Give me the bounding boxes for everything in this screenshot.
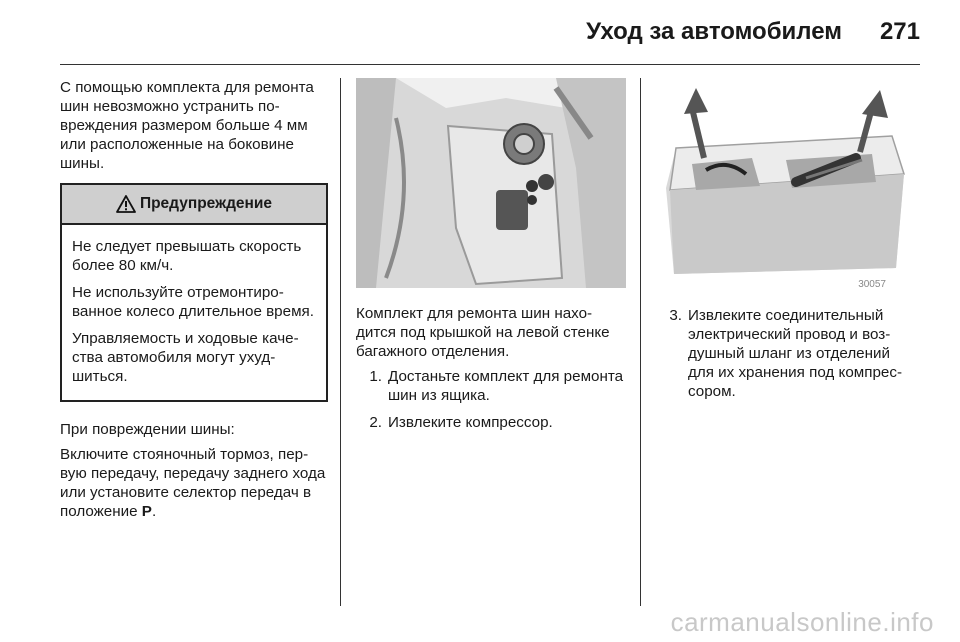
page-number: 271 bbox=[879, 18, 920, 45]
step-text: Достаньте комплект для ремонта шин из ящика. bbox=[388, 368, 624, 404]
kit-location-caption: Комплект для ремонта шин находится под крышкой на левой стенке багажного отделения. bbox=[356, 305, 610, 360]
step-number: 3. bbox=[669, 307, 682, 324]
step-item bbox=[356, 367, 626, 405]
page-header bbox=[60, 0, 920, 65]
column-divider bbox=[640, 78, 641, 606]
column-right bbox=[656, 78, 914, 409]
step-text: Извлеките компрессор. bbox=[388, 414, 553, 431]
intro-paragraph: С помощью комплекта для ремонта шин невозможно устранить повреждения размером больше 4 мм или расположенные на боковине шины. bbox=[60, 79, 314, 172]
trunk-compartment-figure bbox=[356, 78, 626, 288]
column-middle bbox=[356, 78, 626, 440]
step-text: Извлеките соединительный электрический провод и воздушный шланг из отделений для их хранения под компрессором. bbox=[688, 307, 902, 400]
warning-box bbox=[60, 183, 328, 402]
column-left bbox=[60, 78, 328, 527]
column-divider bbox=[340, 78, 341, 606]
compressor-box-figure bbox=[656, 78, 912, 292]
warning-triangle-icon bbox=[116, 195, 136, 213]
brake-paragraph bbox=[60, 445, 328, 521]
step-number: 1. bbox=[369, 368, 382, 385]
warning-header bbox=[62, 185, 326, 225]
section-title: Уход за автомобилем bbox=[586, 18, 842, 45]
warning-paragraph: Не следует превышать скорость более 80 км/ч. bbox=[72, 238, 302, 274]
warning-body bbox=[62, 225, 326, 400]
gear-p-label: P bbox=[141, 503, 152, 520]
brake-text: Включите стояночный тормоз, первую передачу, передачу заднего хода или установите селектор передач в положение bbox=[60, 446, 326, 520]
step-item bbox=[356, 413, 626, 432]
brake-text-end: . bbox=[151, 503, 157, 520]
step-item bbox=[656, 306, 914, 401]
watermark: carmanualsonline.info bbox=[670, 607, 934, 637]
damage-paragraph: При повреждении шины: bbox=[60, 421, 235, 438]
figure-number: 30057 bbox=[858, 279, 886, 290]
warning-title: Предупреждение bbox=[139, 195, 273, 212]
warning-paragraph: Не используйте отремонтированное колесо длительное время. bbox=[72, 284, 314, 320]
warning-paragraph: Управляемость и ходовые качества автомобиля могут ухудшиться. bbox=[72, 330, 299, 385]
step-number: 2. bbox=[369, 414, 382, 431]
